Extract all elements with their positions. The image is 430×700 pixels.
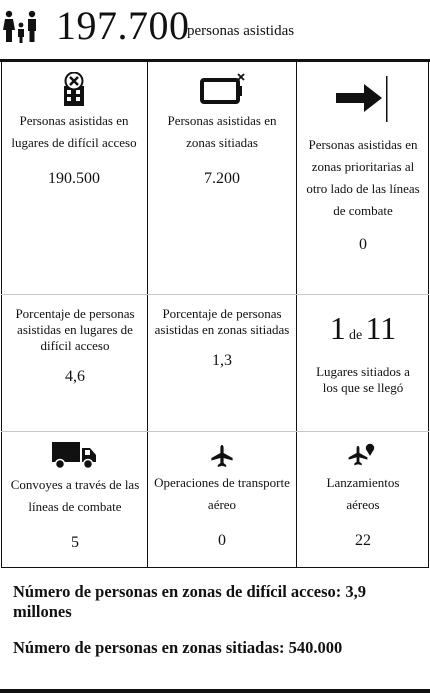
besieged-label: Personas asistidas en zonas sitiadas (167, 113, 277, 150)
bottom-rule (0, 689, 430, 693)
airplane-icon (210, 444, 234, 468)
besieged-reached-label: Lugares sitiados a los que se llegó (316, 364, 410, 395)
footer-hard-to-reach: Número de personas en zonas de difícil acceso: 3,9 millones (13, 582, 367, 621)
people-icon (3, 8, 39, 44)
grid-divider (1, 294, 429, 295)
arrow-right-icon (336, 76, 388, 122)
cell-besieged (152, 110, 292, 190)
truck-icon (52, 440, 98, 470)
besieged-value: 7.200 (204, 170, 240, 187)
grid-divider (296, 62, 297, 568)
besieged-reached-of: de (348, 328, 363, 343)
airdrop-icon (348, 442, 376, 468)
besieged-reached-count: 1 (329, 310, 346, 346)
grid-divider (1, 431, 429, 432)
cell-cross-line (301, 134, 425, 256)
pct-hard-value: 4,6 (65, 368, 85, 385)
cell-pct-besieged (152, 306, 292, 369)
cell-hard-to-reach (8, 110, 140, 190)
hard-to-reach-label: Personas asistidas en lugares de difícil acceso (11, 113, 137, 150)
cell-convoys (6, 474, 144, 554)
besieged-reached-total: 11 (365, 310, 397, 346)
total-assisted-number: 197.700 (56, 3, 190, 48)
total-assisted-label: personas asistidas (187, 23, 295, 39)
grid-divider (147, 62, 148, 568)
cell-airdrops (301, 472, 425, 552)
airdrops-value: 22 (355, 532, 371, 549)
besieged-reached-ratio (301, 308, 425, 356)
cross-line-label: Personas asistidas en zonas prioritarias al otro lado de las líneas de combate (306, 137, 420, 218)
footer-besieged: Número de personas en zonas sitiadas: 540.000 (13, 638, 343, 657)
pct-hard-label: Porcentaje de personas asistidas en lugares de difícil acceso (15, 306, 135, 353)
pct-besieged-label: Porcentaje de personas asistidas en zonas sitiadas (154, 306, 290, 337)
hard-to-reach-value: 190.500 (48, 170, 100, 187)
air-ops-label: Operaciones de transporte aéreo (154, 475, 290, 512)
cross-line-value: 0 (359, 236, 367, 253)
pct-besieged-value: 1,3 (212, 352, 232, 369)
convoys-value: 5 (71, 534, 79, 551)
header (0, 0, 430, 58)
cell-air-ops (152, 472, 292, 552)
airdrops-label: Lanzamientos aéreos (326, 475, 400, 512)
battery-x-icon (200, 72, 248, 104)
cell-besieged-reached (301, 308, 425, 396)
convoys-label: Convoyes a través de las líneas de combate (10, 477, 140, 514)
hospital-x-icon (60, 72, 88, 106)
cell-pct-hard (6, 306, 144, 385)
air-ops-value: 0 (218, 532, 226, 549)
